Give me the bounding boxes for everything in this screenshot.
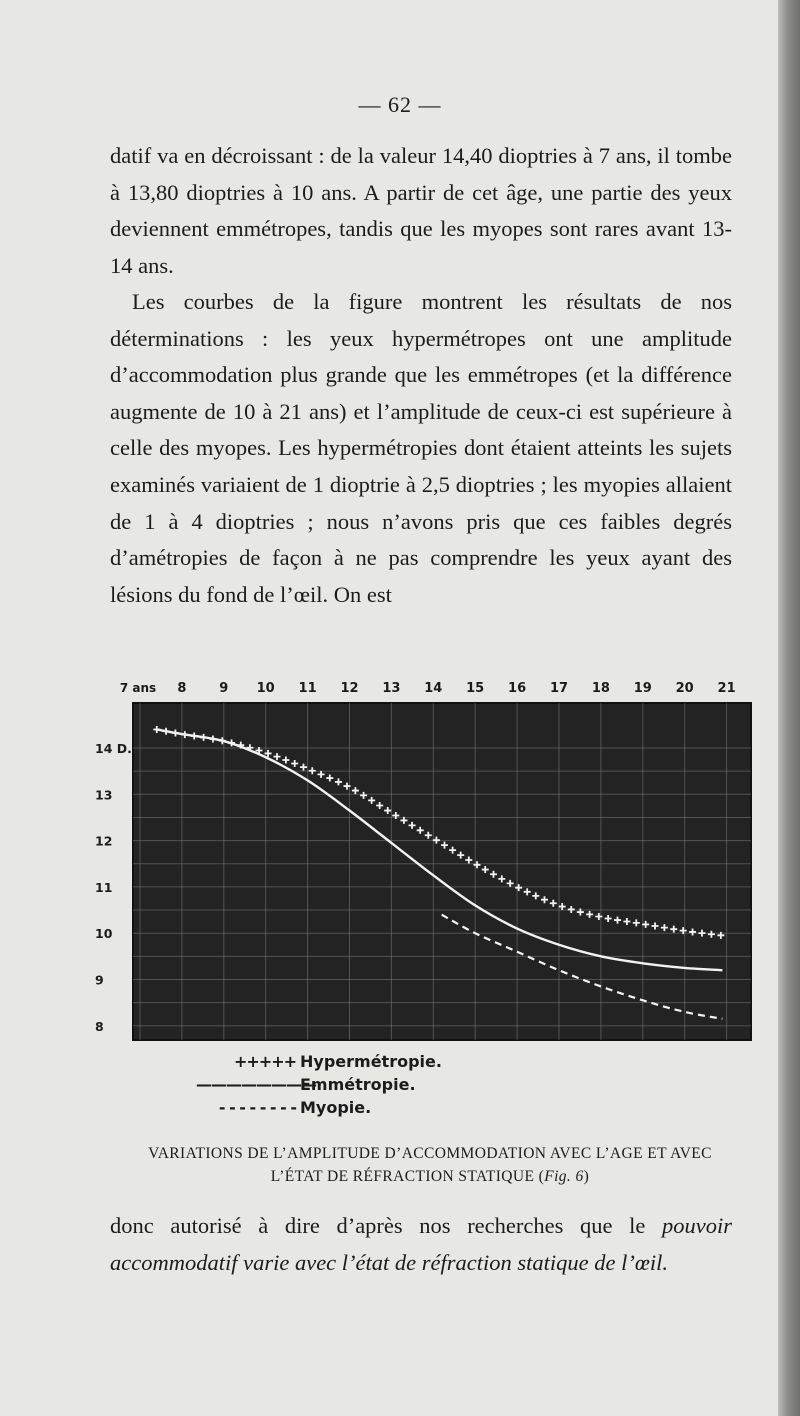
legend-label: Hypermétropie. xyxy=(300,1052,442,1071)
legend-label: Emmétropie. xyxy=(300,1075,416,1094)
y-tick-label: 12 xyxy=(95,833,113,849)
page-number: — 62 — xyxy=(358,92,442,117)
legend-mark-solid: ———————— xyxy=(196,1075,316,1094)
x-tick-label: 13 xyxy=(382,681,401,696)
y-tick-label: 11 xyxy=(95,879,113,895)
chart-legend xyxy=(196,1050,442,1119)
legend-item-myopie xyxy=(196,1096,442,1119)
caption-line-2-end: ) xyxy=(583,1168,590,1185)
x-tick-label: 19 xyxy=(633,681,652,696)
y-tick-label: 9 xyxy=(95,972,104,988)
x-tick-label: 20 xyxy=(675,681,694,696)
caption-line-1: VARIATIONS DE L’AMPLITUDE D’ACCOMMODATION AVEC L’AGE ET AVEC xyxy=(148,1145,712,1162)
x-tick-label: 17 xyxy=(549,681,569,696)
y-tick-label: 13 xyxy=(95,787,113,803)
x-tick-label: 15 xyxy=(466,681,485,696)
paragraph-3-text xyxy=(110,1208,732,1281)
legend-item-hypermetropie xyxy=(196,1050,442,1073)
caption-line-2-text: L’ÉTAT DE RÉFRACTION STATIQUE ( xyxy=(270,1168,545,1185)
x-axis-ticks xyxy=(120,681,736,696)
x-tick-label: 16 xyxy=(508,681,527,696)
legend-mark-dashed: - - - - - - - - xyxy=(218,1098,296,1117)
x-tick-label: 10 xyxy=(256,681,275,696)
x-tick-label: 21 xyxy=(717,681,736,696)
paragraph-1-text: datif va en décroissant : de la valeur 14,40 dioptries à 7 ans, il tombe à 13,80 dioptries à 10 ans. A partir de cet âge, une partie des yeux deviennent emmétropes, tandis que les myopes sont rares avant 13-14 ans. xyxy=(110,143,732,278)
caption-figure-ref: Fig. 6 xyxy=(544,1168,584,1185)
chart-plot-area xyxy=(133,703,751,1040)
x-tick-label: 8 xyxy=(177,681,187,696)
paragraph-1 xyxy=(110,138,732,284)
y-tick-label: 14 D. xyxy=(95,741,132,756)
y-axis-ticks xyxy=(95,741,132,1034)
x-tick-label: 18 xyxy=(591,681,610,696)
y-tick-label: 8 xyxy=(95,1018,104,1034)
paragraph-3 xyxy=(110,1208,732,1281)
x-tick-label: 14 xyxy=(424,681,443,696)
paragraph-3-start: donc autorisé à dire d’après nos recherches que le xyxy=(110,1213,662,1238)
x-tick-label: 11 xyxy=(298,681,317,696)
paragraph-2-text: Les courbes de la figure montrent les résultats de nos déterminations : les yeux hypermétropes ont une amplitude d’accommodation plus grande que les emmétropes (et la différence augmente de 10 à 21 ans) et l’amplitude de ceux-ci est supérieure à celle des myopes. Les hypermétropies dont étaient atteints les sujets examinés variaient de 1 dioptrie à 2,5 dioptries ; les myopies allaient de 1 à 4 dioptries ; nous n’avons pris que ces faibles degrés d’amétropies de façon à ne pas comprendre les yeux ayant des lésions du fond de l’œil. On est xyxy=(110,289,732,607)
legend-mark-cross: +++++ xyxy=(233,1052,296,1071)
paragraph-2 xyxy=(110,284,732,613)
figure-caption xyxy=(110,1142,750,1188)
x-tick-label: 12 xyxy=(340,681,359,696)
x-tick-label: 9 xyxy=(219,681,229,696)
legend-label: Myopie. xyxy=(300,1098,372,1117)
y-tick-label: 10 xyxy=(95,926,113,942)
x-tick-label: 7 ans xyxy=(119,681,157,695)
legend-item-emmetropie xyxy=(196,1073,442,1096)
paragraph-3-italic: pouvoir accommodatif varie avec l’état de réfraction statique de l’œil. xyxy=(110,1213,732,1275)
caption-line-2 xyxy=(110,1165,750,1188)
